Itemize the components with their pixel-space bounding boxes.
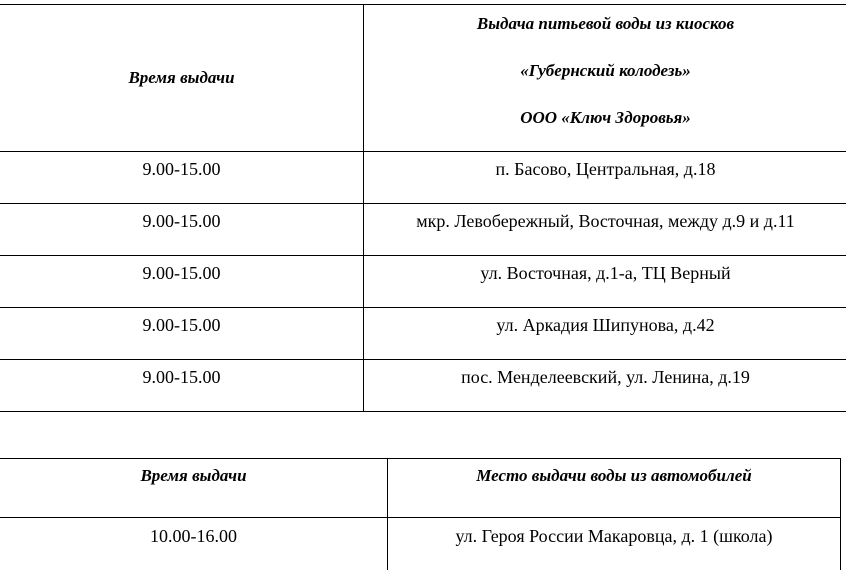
- time-cell: [0, 518, 388, 570]
- table-row: [0, 518, 841, 570]
- time-cell: [0, 152, 364, 204]
- time-header-label: Время выдачи: [128, 68, 234, 87]
- time-value: 10.00-16.00: [150, 526, 237, 546]
- time-value: 9.00-15.00: [143, 211, 221, 231]
- time-value: 9.00-15.00: [143, 315, 221, 335]
- table-row: [0, 204, 846, 256]
- time-cell: [0, 360, 364, 412]
- place-cell: [364, 204, 846, 256]
- time-value: 9.00-15.00: [143, 159, 221, 179]
- time-header-label: Время выдачи: [140, 466, 246, 485]
- time-cell: [0, 256, 364, 308]
- table-row: [0, 360, 846, 412]
- time-column-header: [0, 459, 388, 518]
- place-value: ул. Восточная, д.1-а, ТЦ Верный: [480, 263, 730, 283]
- place-cell: [364, 360, 846, 412]
- time-cell: [0, 204, 364, 256]
- time-value: 9.00-15.00: [143, 263, 221, 283]
- place-value: пос. Менделеевский, ул. Ленина, д.19: [461, 367, 750, 387]
- place-header-line-1: Выдача питьевой воды из киосков: [364, 14, 846, 34]
- place-cell: [364, 152, 846, 204]
- place-column-header: [364, 5, 846, 152]
- place-cell: [388, 518, 841, 570]
- place-header-line-2: «Губернский колодезь»: [364, 61, 846, 81]
- time-cell: [0, 308, 364, 360]
- time-column-header: [0, 5, 364, 152]
- place-value: ул. Аркадия Шипунова, д.42: [496, 315, 714, 335]
- car-schedule-table: [0, 458, 841, 570]
- place-cell: [364, 308, 846, 360]
- table-header-row: [0, 5, 846, 152]
- table-row: [0, 152, 846, 204]
- time-value: 9.00-15.00: [143, 367, 221, 387]
- kiosk-schedule-table: [0, 4, 846, 412]
- place-value: мкр. Левобережный, Восточная, между д.9 и д.11: [416, 211, 795, 231]
- table-row: [0, 256, 846, 308]
- table-row: [0, 308, 846, 360]
- place-column-header: [388, 459, 841, 518]
- table-header-row: [0, 459, 841, 518]
- place-header-label: Место выдачи воды из автомобилей: [476, 466, 751, 485]
- place-value: п. Басово, Центральная, д.18: [496, 159, 716, 179]
- place-value: ул. Героя России Макаровца, д. 1 (школа): [455, 526, 772, 546]
- place-header-line-3: ООО «Ключ Здоровья»: [364, 108, 846, 128]
- place-cell: [364, 256, 846, 308]
